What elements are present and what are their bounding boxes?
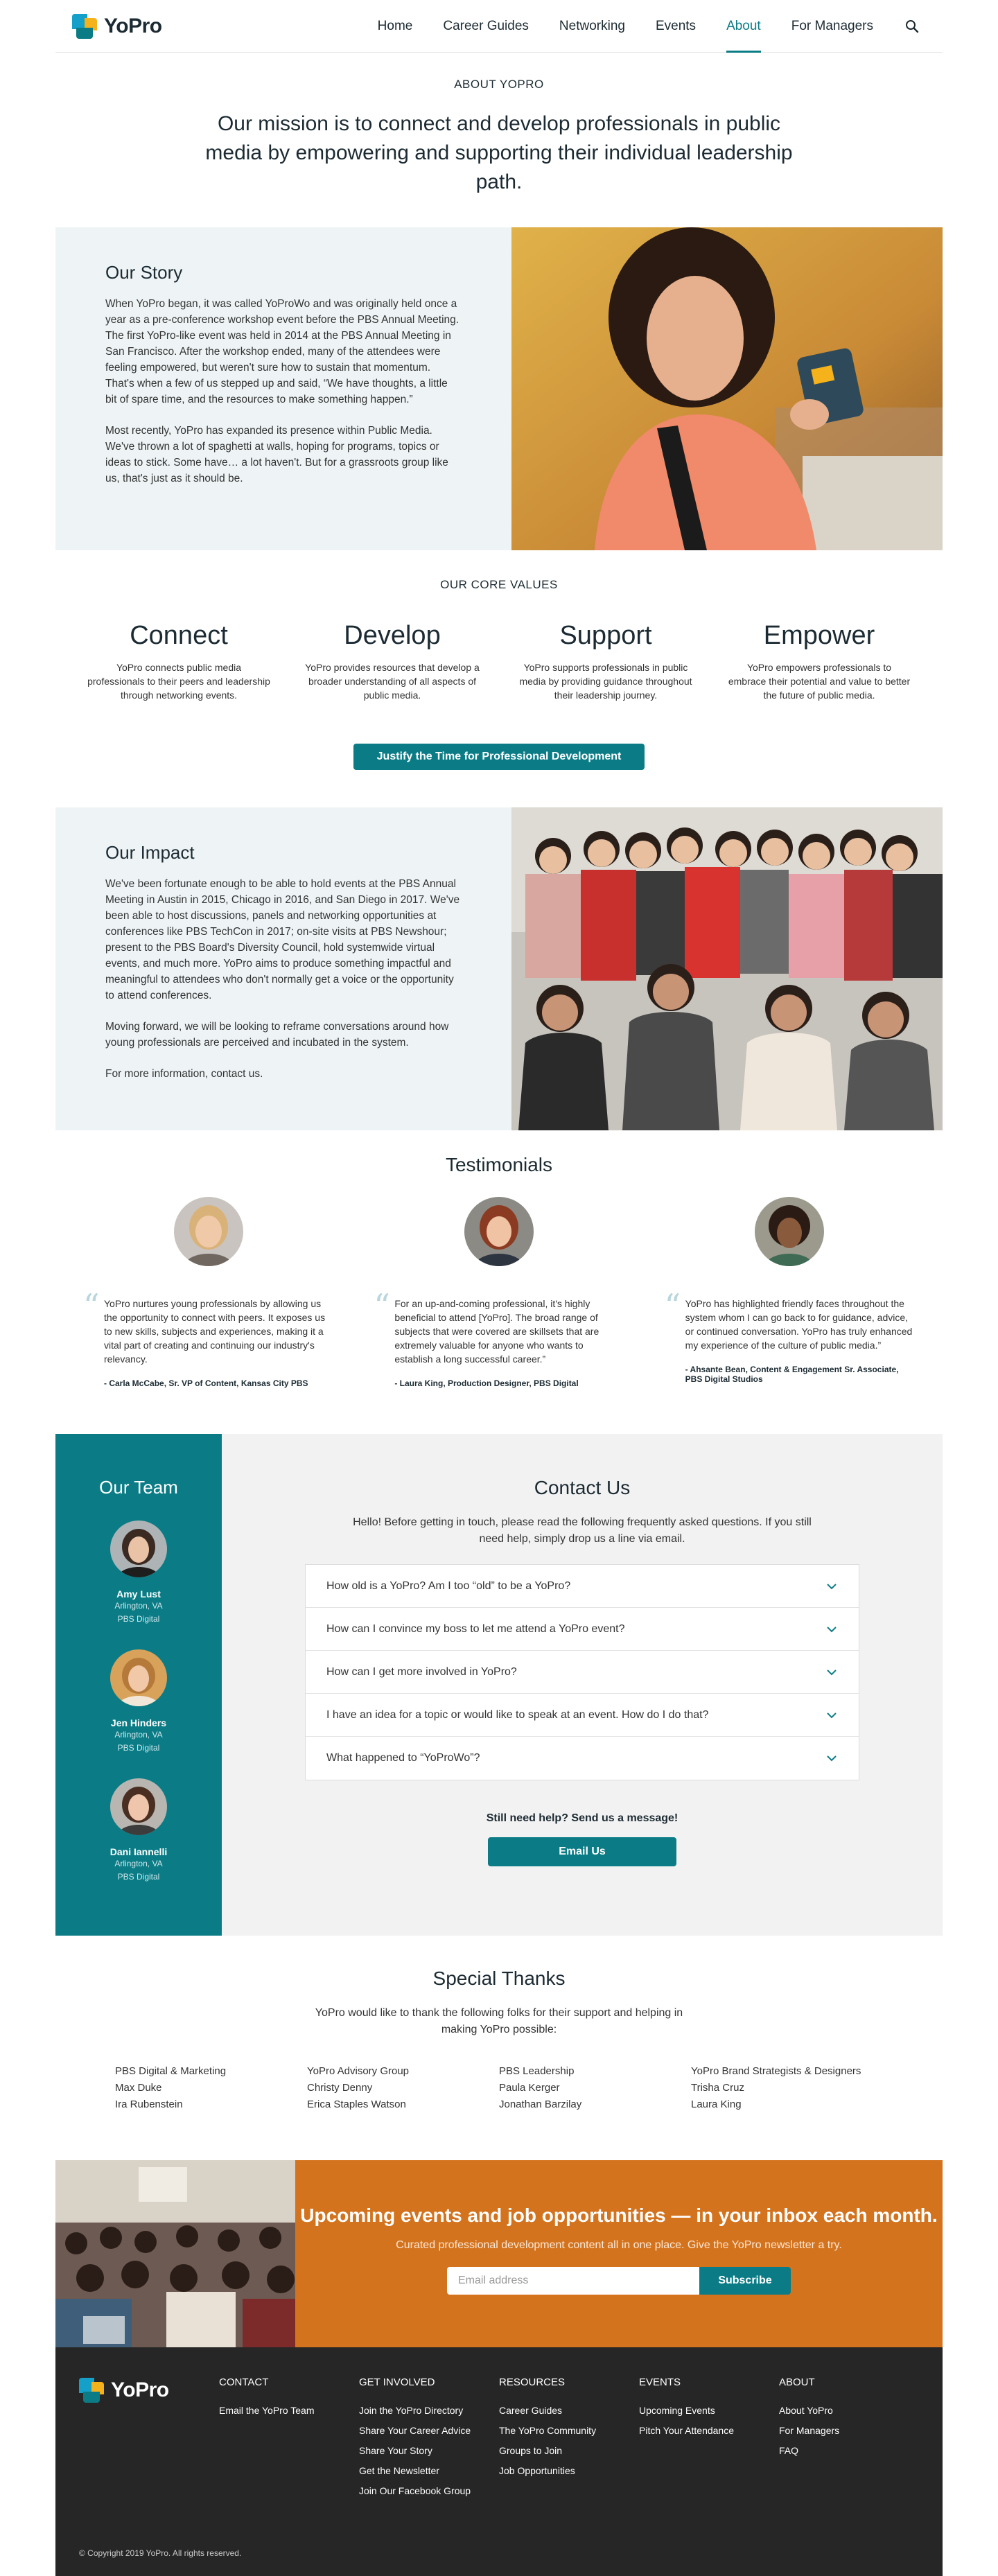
faq-item[interactable]	[306, 1737, 859, 1780]
contact-title: Contact Us	[534, 1477, 631, 1498]
special-thanks-section	[55, 1936, 943, 2160]
value-title: Support	[559, 621, 652, 650]
value-card	[286, 621, 499, 702]
testimonial-text: YoPro has highlighted friendly faces throughout the system whom I can go back to for guidance, advice, or continued conversation. YoPro has truly enhanced my experience of the culture of public media.”	[685, 1298, 913, 1351]
thanks-title: Special Thanks	[432, 1968, 566, 1989]
faq-question: How can I get more involved in YoPro?	[326, 1665, 517, 1678]
newsletter-panel	[295, 2160, 943, 2347]
testimonial-author: - Ahsante Bean, Content & Engagement Sr. Associate, PBS Digital Studios	[685, 1365, 899, 1384]
core-values-section	[55, 550, 943, 807]
chevron-down-icon	[825, 1752, 838, 1764]
testimonial-quote	[83, 1287, 333, 1388]
impact-text	[55, 807, 511, 1130]
footer-link[interactable]: For Managers	[779, 2425, 840, 2436]
story-text	[55, 227, 511, 550]
impact-title: Our Impact	[105, 842, 195, 863]
footer-column-about	[779, 2376, 919, 2501]
thanks-group	[307, 2063, 499, 2113]
testimonial-card	[83, 1197, 333, 1388]
impact-photo	[511, 807, 943, 1130]
member-location: Arlington, VA	[114, 1859, 163, 1868]
footer-link[interactable]: Get the Newsletter	[359, 2465, 439, 2476]
footer-columns	[79, 2376, 919, 2501]
avatar	[464, 1197, 534, 1266]
group-photo	[511, 807, 943, 1130]
our-impact-section	[55, 807, 943, 1130]
value-card	[72, 621, 286, 702]
footer-column-events	[639, 2376, 779, 2501]
story-paragraph: Most recently, YoPro has expanded its presence within Public Media. We've thrown a lot of spaghetti at walls, hoping for programs, topics or ideas to stick. Some have… a lot haven't. But for a grassroots group like us, that's just as it should be.	[105, 425, 448, 484]
story-photo	[511, 227, 943, 550]
footer-link[interactable]: The YoPro Community	[499, 2425, 597, 2436]
footer-heading: EVENTS	[639, 2376, 681, 2388]
team-member	[55, 1778, 222, 1884]
avatar	[110, 1649, 167, 1706]
quote-icon: “	[374, 1287, 390, 1324]
footer-heading: ABOUT	[779, 2376, 815, 2388]
footer-heading: RESOURCES	[499, 2376, 566, 2388]
testimonial-card	[665, 1197, 915, 1388]
contact-panel	[222, 1434, 943, 1936]
chevron-down-icon	[825, 1580, 838, 1593]
logo-text: YoPro	[104, 14, 162, 37]
about-intro	[55, 53, 943, 227]
thanks-line: Jonathan Barzilay	[499, 2099, 582, 2110]
thanks-line: PBS Digital & Marketing	[115, 2065, 227, 2077]
story-title: Our Story	[105, 262, 183, 283]
footer-column-get-involved	[359, 2376, 499, 2501]
member-org: PBS Digital	[117, 1743, 160, 1753]
faq-item[interactable]	[306, 1651, 859, 1694]
search-icon[interactable]	[898, 0, 926, 53]
member-org: PBS Digital	[117, 1614, 160, 1624]
email-us-button[interactable]: Email Us	[488, 1837, 676, 1866]
thanks-lead: YoPro would like to thank the following folks for their support and helping in making YoPro possible:	[315, 2007, 683, 2035]
quote-icon: “	[83, 1287, 100, 1324]
thanks-line: YoPro Brand Strategists & Designers	[691, 2065, 861, 2077]
justify-time-button[interactable]: Justify the Time for Professional Development	[353, 744, 645, 770]
thanks-line: PBS Leadership	[499, 2065, 575, 2077]
value-text: YoPro empowers professionals to embrace their potential and value to better the future of public media.	[728, 662, 911, 701]
site-logo[interactable]	[72, 14, 162, 39]
nav-events[interactable]: Events	[655, 18, 697, 33]
footer-logo-text: YoPro	[111, 2378, 169, 2401]
thanks-group	[691, 2063, 883, 2113]
footer-link[interactable]: FAQ	[779, 2445, 799, 2456]
newsletter-form	[295, 2267, 943, 2295]
footer-column-resources	[499, 2376, 639, 2501]
value-title: Empower	[763, 621, 875, 650]
value-title: Connect	[130, 621, 228, 650]
values-grid	[55, 621, 943, 702]
value-title: Develop	[344, 621, 441, 650]
value-text: YoPro provides resources that develop a broader understanding of all aspects of public media.	[305, 662, 480, 701]
nav-for-managers[interactable]: For Managers	[791, 18, 873, 33]
member-name: Jen Hinders	[110, 1717, 167, 1728]
footer-link[interactable]: Pitch Your Attendance	[639, 2425, 734, 2436]
nav-career-guides[interactable]: Career Guides	[443, 18, 529, 33]
impact-paragraph: We've been fortunate enough to be able to hold events at the PBS Annual Meeting in Austin in 2015, Chicago in 2016, and San Diego in 2017. We've been able to host discussions, panels and networking opportunities at conferences like PBS TechCon in 2017; on-site visits at PBS Newshour; present to the PBS Board's Diversity Council, hold systemwide virtual events, and much more. YoPro aims to produce something impactful and meaningful to attendees who don't normally get a voice or the opportunity to attend conferences.	[105, 878, 460, 1001]
member-location: Arlington, VA	[114, 1730, 163, 1740]
nav-networking[interactable]: Networking	[559, 18, 625, 33]
thanks-groups	[55, 2063, 943, 2113]
avatar	[110, 1778, 167, 1835]
avatar	[110, 1521, 167, 1577]
testimonial-quote	[374, 1287, 624, 1388]
team-title: Our Team	[99, 1477, 178, 1498]
copyright: © Copyright 2019 YoPro. All rights reserved.	[79, 2548, 242, 2558]
member-name: Amy Lust	[116, 1588, 161, 1600]
testimonials-grid	[55, 1197, 943, 1388]
thanks-line: Christy Denny	[307, 2082, 373, 2094]
footer-link[interactable]: Join Our Facebook Group	[359, 2485, 471, 2496]
chevron-down-icon	[825, 1623, 838, 1636]
footer-heading: CONTACT	[219, 2376, 269, 2388]
avatar	[174, 1197, 243, 1266]
team-contact-section	[55, 1434, 943, 1936]
value-card	[712, 621, 926, 702]
nav-about[interactable]: About	[711, 0, 776, 53]
footer-link[interactable]: Job Opportunities	[499, 2465, 575, 2476]
thanks-line: Paula Kerger	[499, 2082, 560, 2094]
faq-question: How can I convince my boss to let me attend a YoPro event?	[326, 1622, 625, 1635]
testimonial-card	[374, 1197, 624, 1388]
need-help-text: Still need help? Send us a message!	[486, 1812, 679, 1824]
nav-home[interactable]: Home	[377, 18, 413, 33]
faq-question: How old is a YoPro? Am I too “old” to be a YoPro?	[326, 1579, 571, 1592]
testimonial-quote	[664, 1287, 915, 1384]
faq-item[interactable]	[306, 1608, 859, 1651]
value-card	[499, 621, 712, 702]
impact-contact-link[interactable]: For more information, contact us.	[105, 1068, 263, 1080]
subscribe-button[interactable]: Subscribe	[699, 2267, 791, 2295]
page	[55, 0, 943, 2576]
thanks-line: Ira Rubenstein	[115, 2099, 183, 2110]
story-paragraph: When YoPro began, it was called YoProWo and was originally held once a year as a pre-conference workshop event before the PBS Annual Meeting. The first YoPro-like event was held in 2014 at the PBS Annual Meeting in San Francisco. After the workshop ended, many of the attendees were feeling empowered, but weren't sure how to sustain that momentum. That's when a few of us stepped up and said, “We have thoughts, a little bit of spare time, and the resources to make something happen.”	[105, 298, 459, 405]
member-name: Dani Iannelli	[110, 1846, 168, 1857]
footer-link[interactable]: Career Guides	[499, 2405, 563, 2416]
footer-column-contact	[219, 2376, 359, 2501]
newsletter-title: Upcoming events and job opportunities — in your inbox each month.	[300, 2205, 938, 2226]
footer-link[interactable]: Join the YoPro Directory	[359, 2405, 464, 2416]
testimonial-text: YoPro nurtures young professionals by allowing us the opportunity to connect with peers. It exposes us to new skills, subjects and experiences, making it a vital part of creating and continuing our industry's relevancy.	[104, 1298, 326, 1365]
testimonial-text: For an up-and-coming professional, it's highly beneficial to attend [YoPro]. The broad range of subjects that were covered are skillsets that are extremely valuable for anyone who wants to establish a long successful career.”	[394, 1298, 599, 1365]
thanks-group	[115, 2063, 307, 2113]
team-member	[55, 1521, 222, 1626]
footer-link[interactable]: Groups to Join	[499, 2445, 563, 2456]
thanks-line: Erica Staples Watson	[307, 2099, 406, 2110]
yopro-logo-icon	[79, 2378, 104, 2403]
testimonials-title: Testimonials	[445, 1154, 553, 1175]
team-member	[55, 1649, 222, 1755]
newsletter-photo	[55, 2160, 295, 2347]
chevron-down-icon	[825, 1709, 838, 1721]
newsletter-section	[55, 2160, 943, 2347]
faq-accordion	[305, 1564, 859, 1780]
site-header	[55, 0, 943, 53]
quote-icon: “	[664, 1287, 681, 1324]
footer-link[interactable]: Upcoming Events	[639, 2405, 715, 2416]
core-values-eyebrow: OUR CORE VALUES	[440, 578, 558, 591]
about-eyebrow: ABOUT YOPRO	[454, 78, 544, 91]
mission-statement: Our mission is to connect and develop professionals in public media by empowering and supporting their individual leadership path.	[205, 112, 793, 193]
avatar	[755, 1197, 824, 1266]
faq-item[interactable]	[306, 1565, 859, 1608]
contact-lead: Hello! Before getting in touch, please read the following frequently asked questions. If you still need help, simply drop us a line via email.	[353, 1516, 812, 1545]
yopro-logo-icon	[72, 14, 97, 39]
footer-logo[interactable]	[79, 2376, 219, 2404]
our-story-section	[55, 227, 943, 550]
testimonial-author: - Carla McCabe, Sr. VP of Content, Kansas City PBS	[104, 1378, 308, 1388]
testimonial-author: - Laura King, Production Designer, PBS Digital	[394, 1378, 579, 1388]
site-footer	[55, 2347, 943, 2576]
footer-link[interactable]: Share Your Career Advice	[359, 2425, 471, 2436]
thanks-line: YoPro Advisory Group	[307, 2065, 410, 2077]
thanks-line: Max Duke	[115, 2082, 162, 2094]
thanks-line: Laura King	[691, 2099, 742, 2110]
testimonials-section	[55, 1130, 943, 1434]
chevron-down-icon	[825, 1666, 838, 1679]
footer-heading: GET INVOLVED	[359, 2376, 435, 2388]
footer-link[interactable]: Email the YoPro Team	[219, 2405, 315, 2416]
our-team-panel	[55, 1434, 222, 1936]
thanks-line: Trisha Cruz	[691, 2082, 744, 2094]
footer-link[interactable]: About YoPro	[779, 2405, 833, 2416]
faq-question: What happened to “YoProWo”?	[326, 1752, 480, 1764]
impact-paragraph: Moving forward, we will be looking to reframe conversations around how young professionals are perceived and incubated in the system.	[105, 1021, 449, 1049]
value-text: YoPro connects public media professionals to their peers and leadership through networking events.	[87, 662, 270, 701]
member-location: Arlington, VA	[114, 1601, 163, 1611]
faq-item[interactable]	[306, 1694, 859, 1737]
faq-question: I have an idea for a topic or would like to speak at an event. How do I do that?	[326, 1708, 709, 1721]
thanks-group	[499, 2063, 691, 2113]
main-nav	[362, 0, 926, 53]
conference-audience-photo	[55, 2160, 295, 2347]
newsletter-subtitle: Curated professional development content all in one place. Give the YoPro newsletter a try.	[396, 2239, 842, 2251]
footer-link[interactable]: Share Your Story	[359, 2445, 432, 2456]
value-text: YoPro supports professionals in public media by providing guidance throughout their leadership journey.	[519, 662, 692, 701]
email-input[interactable]: Email address	[447, 2267, 699, 2295]
member-org: PBS Digital	[117, 1872, 160, 1882]
woman-with-cup-photo	[511, 227, 943, 550]
